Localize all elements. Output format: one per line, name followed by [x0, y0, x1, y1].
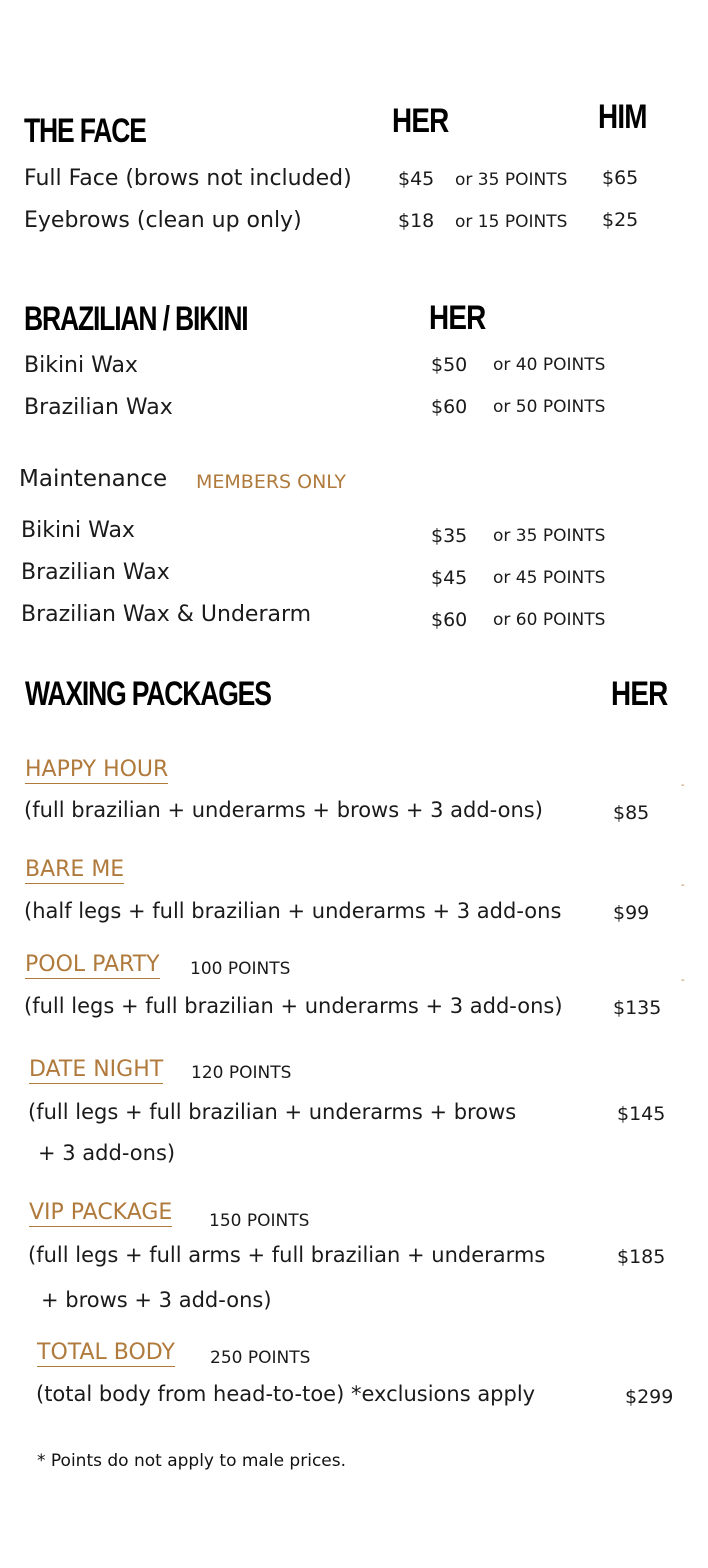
face-her-header: HER — [392, 102, 449, 140]
maintenance-item-name: Bikini Wax — [21, 518, 135, 543]
maintenance-item-name: Brazilian Wax & Underarm — [21, 602, 312, 627]
face-item-points: or 15 POINTS — [455, 212, 568, 232]
face-item-him-price: $25 — [602, 209, 639, 231]
decorative-tick: - — [681, 975, 685, 986]
face-item-her-price: $45 — [398, 168, 435, 190]
maintenance-item-her-price: $60 — [431, 609, 468, 631]
face-item-points: or 35 POINTS — [455, 170, 568, 190]
maintenance-item-points: or 35 POINTS — [493, 526, 606, 546]
bikini-item-her-price: $50 — [431, 354, 468, 376]
package-points: 100 POINTS — [190, 959, 291, 979]
package-description-cont: + brows + 3 add-ons) — [41, 1288, 272, 1312]
maintenance-title: Maintenance — [19, 466, 168, 492]
package-name: HAPPY HOUR — [25, 757, 169, 782]
package-price: $135 — [613, 997, 662, 1019]
face-item-her-price: $18 — [398, 210, 435, 232]
maintenance-item-points: or 60 POINTS — [493, 610, 606, 630]
bikini-item-her-price: $60 — [431, 396, 468, 418]
face-section-title: THE FACE — [24, 112, 146, 150]
package-points: 120 POINTS — [191, 1063, 292, 1083]
maintenance-item-name: Brazilian Wax — [21, 560, 170, 585]
package-description: (full brazilian + underarms + brows + 3 add-ons) — [24, 798, 543, 822]
package-name: TOTAL BODY — [37, 1340, 175, 1365]
face-him-header: HIM — [598, 98, 647, 136]
footnote: * Points do not apply to male prices. — [37, 1451, 347, 1471]
decorative-tick: - — [681, 880, 685, 891]
package-points: 150 POINTS — [209, 1211, 310, 1231]
face-item-name: Full Face (brows not included) — [24, 166, 352, 191]
maintenance-item-points: or 45 POINTS — [493, 568, 606, 588]
package-name: DATE NIGHT — [29, 1057, 164, 1082]
package-description: (total body from head-to-toe) *exclusions apply — [36, 1382, 536, 1406]
bikini-section-title: BRAZILIAN / BIKINI — [24, 300, 248, 338]
face-item-him-price: $65 — [602, 167, 639, 189]
package-price: $85 — [613, 802, 650, 824]
bikini-item-points: or 50 POINTS — [493, 397, 606, 417]
bikini-item-name: Bikini Wax — [24, 353, 138, 378]
bikini-her-header: HER — [429, 299, 486, 337]
package-price: $185 — [617, 1246, 666, 1268]
package-description: (full legs + full arms + full brazilian + underarms — [28, 1243, 546, 1267]
bikini-item-name: Brazilian Wax — [24, 395, 173, 420]
package-price: $299 — [625, 1386, 674, 1408]
package-price: $99 — [613, 902, 650, 924]
package-description: (half legs + full brazilian + underarms + 3 add-ons — [24, 899, 562, 923]
bikini-item-points: or 40 POINTS — [493, 355, 606, 375]
packages-her-header: HER — [611, 675, 668, 713]
package-name: VIP PACKAGE — [29, 1200, 173, 1225]
package-name: POOL PARTY — [25, 952, 160, 977]
packages-section-title: WAXING PACKAGES — [25, 675, 271, 713]
package-price: $145 — [617, 1103, 666, 1125]
maintenance-item-her-price: $45 — [431, 567, 468, 589]
maintenance-item-her-price: $35 — [431, 525, 468, 547]
package-points: 250 POINTS — [210, 1348, 311, 1368]
package-description-cont: + 3 add-ons) — [38, 1141, 176, 1165]
members-only-badge: MEMBERS ONLY — [196, 471, 346, 493]
package-name: BARE ME — [25, 857, 125, 882]
decorative-tick: - — [681, 780, 685, 791]
package-description: (full legs + full brazilian + underarms + brows — [28, 1100, 517, 1124]
face-item-name: Eyebrows (clean up only) — [24, 208, 302, 233]
package-description: (full legs + full brazilian + underarms + 3 add-ons) — [24, 994, 563, 1018]
